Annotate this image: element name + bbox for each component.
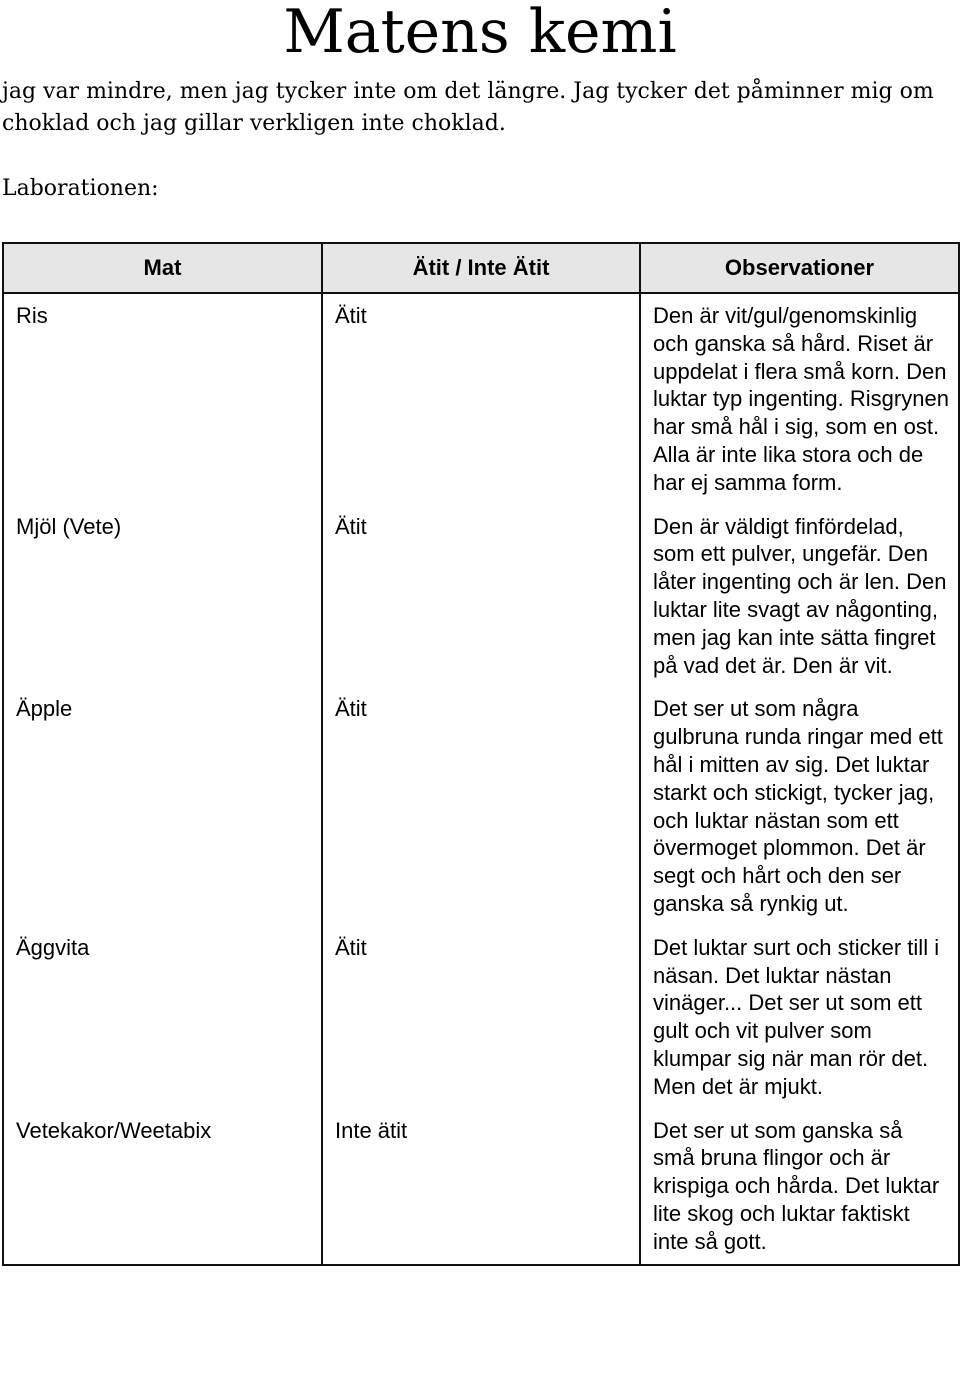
cell-observation: Den är vit/gul/genomskinlig och ganska så hård. Riset är uppdelat i flera små korn. Den luktar typ ingenting. Risgrynen har små hål i sig, som en ost. Alla är inte lika stora och de har ej samma form. (640, 293, 959, 505)
section-heading: Laborationen: (2, 176, 159, 201)
cell-status: Ätit (322, 687, 640, 925)
cell-status: Ätit (322, 293, 640, 505)
header-row (3, 243, 959, 293)
cell-status: Inte ätit (322, 1109, 640, 1265)
cell-observation: Det luktar surt och sticker till i näsan. Det luktar nästan vinäger... Det ser ut som ett gult och vit pulver som klumpar sig när man rör det. Men det är mjukt. (640, 926, 959, 1109)
cell-mat: Äpple (3, 687, 322, 925)
cell-observation: Det ser ut som några gulbruna runda ringar med ett hål i mitten av sig. Det luktar starkt och stickigt, tycker jag, och luktar nästan som ett övermoget plommon. Det är segt och hårt och den ser ganska så rynkig ut. (640, 687, 959, 925)
lab-table (2, 242, 960, 1266)
intro-paragraph: jag var mindre, men jag tycker inte om det längre. Jag tycker det påminner mig om choklad och jag gillar verkligen inte choklad. (2, 79, 934, 136)
cell-observation: Det ser ut som ganska så små bruna flingor och är krispiga och hårda. Det luktar lite skog och luktar faktiskt inte så gott. (640, 1109, 959, 1265)
header-observations: Observationer (640, 243, 959, 293)
cell-mat: Mjöl (Vete) (3, 505, 322, 688)
table-row (3, 687, 959, 925)
cell-mat: Ris (3, 293, 322, 505)
lab-table-body (3, 293, 959, 1265)
table-row (3, 293, 959, 505)
page-title: Matens kemi (283, 0, 677, 67)
table-row (3, 1109, 959, 1265)
cell-mat: Vetekakor/Weetabix (3, 1109, 322, 1265)
cell-status: Ätit (322, 505, 640, 688)
cell-status: Ätit (322, 926, 640, 1109)
table-row (3, 505, 959, 688)
header-mat: Mat (3, 243, 322, 293)
lab-table-header (3, 243, 959, 293)
table-row (3, 926, 959, 1109)
header-status: Ätit / Inte Ätit (322, 243, 640, 293)
cell-mat: Äggvita (3, 926, 322, 1109)
cell-observation: Den är väldigt finfördelad, som ett pulver, ungefär. Den låter ingenting och är len. Den luktar lite svagt av någonting, men jag kan inte sätta fingret på vad det är. Den är vit. (640, 505, 959, 688)
